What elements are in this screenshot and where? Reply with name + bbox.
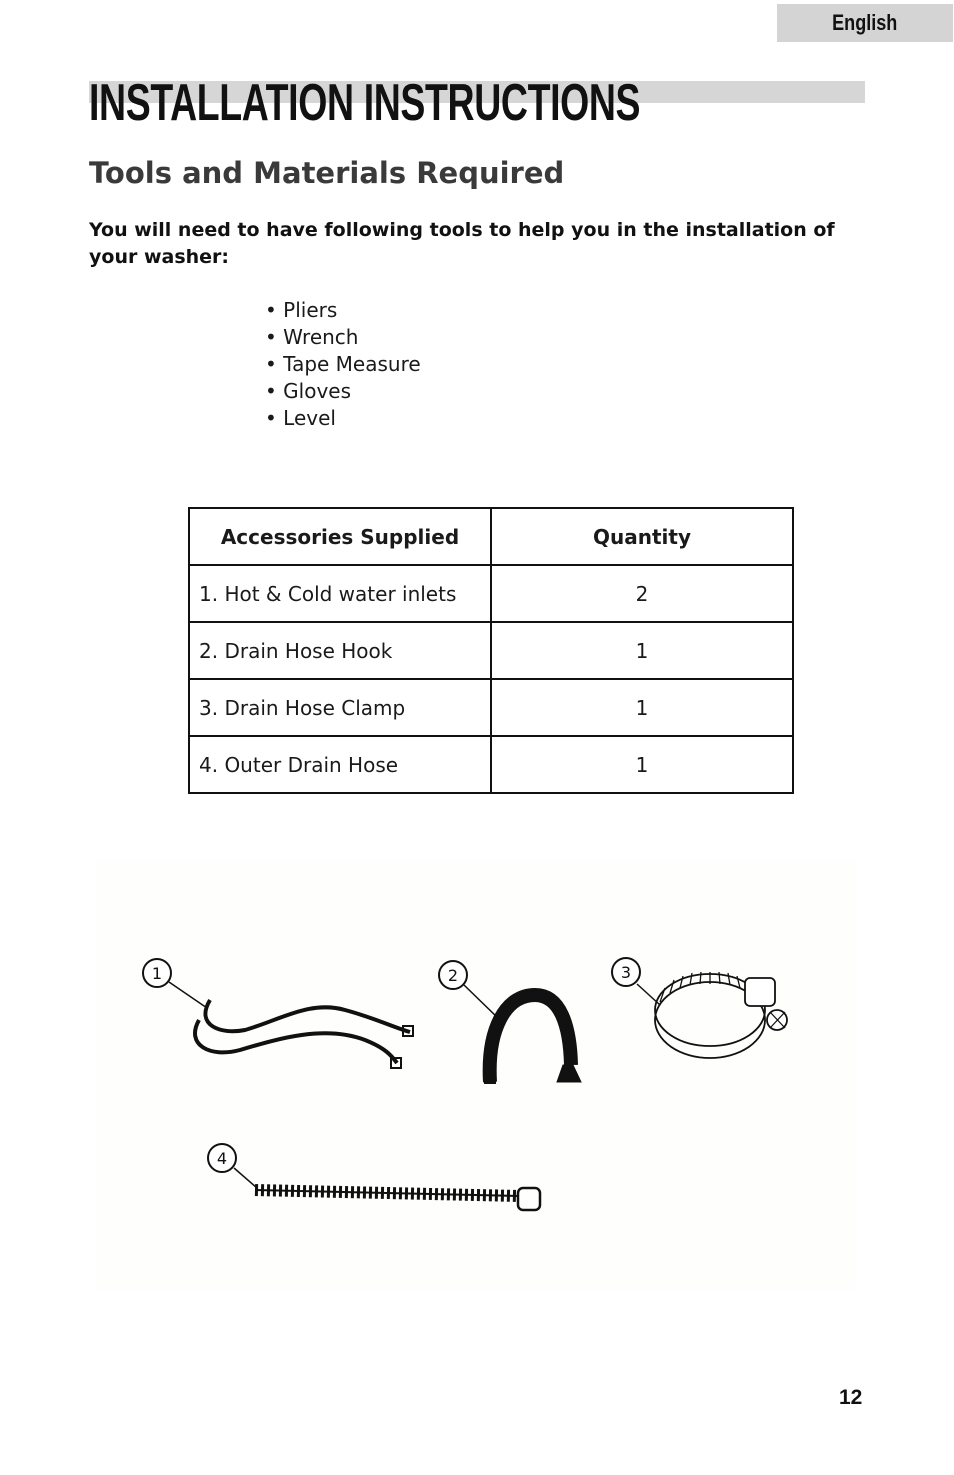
callout-2: 2 <box>447 966 459 985</box>
language-tab <box>777 4 953 42</box>
table-header-row <box>189 508 793 565</box>
page-number: 12 <box>839 1386 863 1409</box>
callout-4: 4 <box>216 1149 228 1168</box>
accessory-name: 4. Outer Drain Hose <box>189 736 491 793</box>
table-row <box>189 622 793 679</box>
page-title: INSTALLATION INSTRUCTIONS <box>89 74 641 132</box>
table-row <box>189 679 793 736</box>
accessories-drawing <box>95 860 855 1290</box>
language-label: English <box>832 10 898 35</box>
column-header-quantity: Quantity <box>491 508 793 565</box>
tool-item: • Gloves <box>265 378 421 405</box>
tool-item: • Pliers <box>265 297 421 324</box>
hose-clamp-icon <box>612 958 787 1058</box>
outer-drain-hose-icon <box>208 1144 540 1210</box>
accessories-table <box>188 507 794 794</box>
intro-text: You will need to have following tools to help you in the installation of your washer: <box>89 219 835 268</box>
callout-3: 3 <box>620 963 632 982</box>
accessory-name: 1. Hot & Cold water inlets <box>189 565 491 622</box>
accessories-illustration <box>95 860 855 1290</box>
table-row <box>189 736 793 793</box>
tool-item: • Level <box>265 405 421 432</box>
accessory-name: 3. Drain Hose Clamp <box>189 679 491 736</box>
accessory-quantity: 2 <box>491 565 793 622</box>
tool-item: • Tape Measure <box>265 351 421 378</box>
drain-hose-hook-icon <box>439 961 581 1082</box>
section-heading: Tools and Materials Required <box>89 156 565 190</box>
tools-list <box>265 297 421 432</box>
tool-item: • Wrench <box>265 324 421 351</box>
column-header-accessories: Accessories Supplied <box>189 508 491 565</box>
callout-1: 1 <box>151 964 163 983</box>
accessory-quantity: 1 <box>491 622 793 679</box>
accessory-quantity: 1 <box>491 679 793 736</box>
accessory-name: 2. Drain Hose Hook <box>189 622 491 679</box>
table-row <box>189 565 793 622</box>
accessory-quantity: 1 <box>491 736 793 793</box>
water-inlet-hoses-icon <box>143 959 413 1068</box>
